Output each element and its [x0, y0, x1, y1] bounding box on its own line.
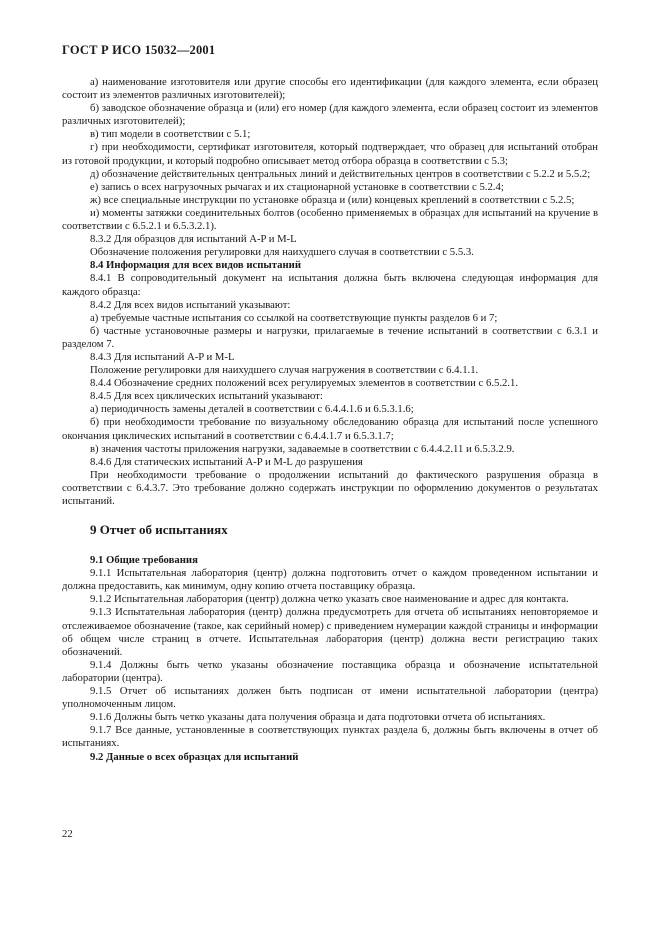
paragraph: 9.1.7 Все данные, установленные в соответствующих пунктах раздела 6, должны быть включены в отчет об испытаниях. [62, 724, 598, 750]
subsection-heading: 9.1 Общие требования [90, 554, 198, 567]
paragraph: е) запись о всех нагрузочных рычагах и их стационарной установке в соответствии с 5.2.4; [90, 180, 504, 193]
paragraph: 9.1.1 Испытательная лаборатория (центр) должна подготовить отчет о каждом проведенном испытании и должна предоставить, как минимум, одну копию отчета поставщику образца. [62, 567, 598, 593]
paragraph: 8.4.2 Для всех видов испытаний указывают: [90, 298, 291, 311]
page-number: 22 [62, 828, 73, 840]
paragraph: д) обозначение действительных центральных линий и действительных центров в соответствии с 5.2.2 и 5.5.2; [90, 167, 591, 180]
paragraph: 8.4.6 Для статических испытаний A-P и M-L до разрушения [90, 455, 363, 468]
paragraph: 9.1.3 Испытательная лаборатория (центр) должна предусмотреть для отчета об испытаниях неповторяемое и отслеживаемое обозначение (такое, как серийный номер) с приведением нумерации каждой страницы и информации об общем числе страниц в отчете. Испытательная лаборатория (центр) должна вести регистрацию таких обозначений. [62, 606, 598, 658]
paragraph: 9.1.4 Должны быть четко указаны обозначение поставщика образца и обозначение испытательной лаборатории (центра). [62, 658, 598, 684]
subsection-heading: 8.4 Информация для всех видов испытаний [90, 259, 301, 272]
document-body [62, 76, 598, 764]
paragraph: Обозначение положения регулировки для наихудшего случая в соответствии с 5.5.3. [90, 246, 474, 259]
paragraph: а) требуемые частные испытания со ссылкой на соответствующие пункты разделов 6 и 7; [90, 311, 498, 324]
paragraph: ж) все специальные инструкции по установке образца и (или) концевых креплений в соответствии с 5.2.5; [90, 193, 575, 206]
paragraph: в) значения частоты приложения нагрузки, задаваемые в соответствии с 6.4.4.2.11 и 6.5.3.2.9. [90, 442, 515, 455]
paragraph: и) моменты затяжки соединительных болтов (особенно применяемых в образцах для испытаний на кручение в соответствии с 6.5.2.1 и 6.5.3.2.1). [62, 206, 598, 233]
paragraph: г) при необходимости, сертификат изготовителя, который подтверждает, что образец для испытаний отобран из готовой продукции, и который подробно описывает метод отбора образца в соответствии с 5.3; [62, 141, 598, 167]
paragraph: 9.1.2 Испытательная лаборатория (центр) должна четко указать свое наименование и адрес для контакта. [90, 593, 569, 606]
subsection-heading: 9.2 Данные о всех образцах для испытаний [90, 750, 299, 763]
paragraph: б) частные установочные размеры и нагрузки, прилагаемые в течение испытаний в соответствии с 6.3.1 и разделом 7. [62, 324, 598, 350]
paragraph: в) тип модели в соответствии с 5.1; [90, 128, 251, 141]
paragraph: б) заводское обозначение образца и (или) его номер (для каждого элемента, если образец состоит из элементов различных изготовителей); [62, 102, 598, 128]
paragraph: 8.4.5 Для всех циклических испытаний указывают: [90, 390, 323, 403]
paragraph: 8.4.4 Обозначение средних положений всех регулируемых элементов в соответствии с 6.5.2.1. [90, 377, 519, 390]
paragraph: а) периодичность замены деталей в соответствии с 6.4.4.1.6 и 6.5.3.1.6; [90, 403, 414, 416]
section-heading: 9 Отчет об испытаниях [90, 522, 228, 538]
paragraph: При необходимости требование о продолжении испытаний до фактического разрушения образца в соответствии с 6.4.3.7. Это требование должно содержать инструкции по оформлению документов о результатах испытаний. [62, 468, 598, 507]
paragraph: б) при необходимости требование по визуальному обследованию образца для испытаний после успешного окончания циклических испытаний в соответствии с 6.4.4.1.7 и 6.5.3.1.7; [62, 416, 598, 442]
paragraph: 8.4.3 Для испытаний A-P и M-L [90, 350, 235, 363]
paragraph: 8.4.1 В сопроводительный документ на испытания должна быть включена следующая информация для каждого образца: [62, 272, 598, 298]
document-header: ГОСТ Р ИСО 15032—2001 [62, 43, 216, 57]
paragraph: 9.1.5 Отчет об испытаниях должен быть подписан от имени испытательной лаборатории (центра) уполномоченным лицом. [62, 685, 598, 711]
paragraph: 9.1.6 Должны быть четко указаны дата получения образца и дата подготовки отчета об испытаниях. [90, 711, 546, 724]
paragraph: Положение регулировки для наихудшего случая нагружения в соответствии с 6.4.1.1. [90, 364, 479, 377]
paragraph: а) наименование изготовителя или другие способы его идентификации (для каждого элемента, если образец состоит из элементов различных изготовителей); [62, 76, 598, 102]
paragraph: 8.3.2 Для образцов для испытаний A-P и M-L [90, 233, 297, 246]
